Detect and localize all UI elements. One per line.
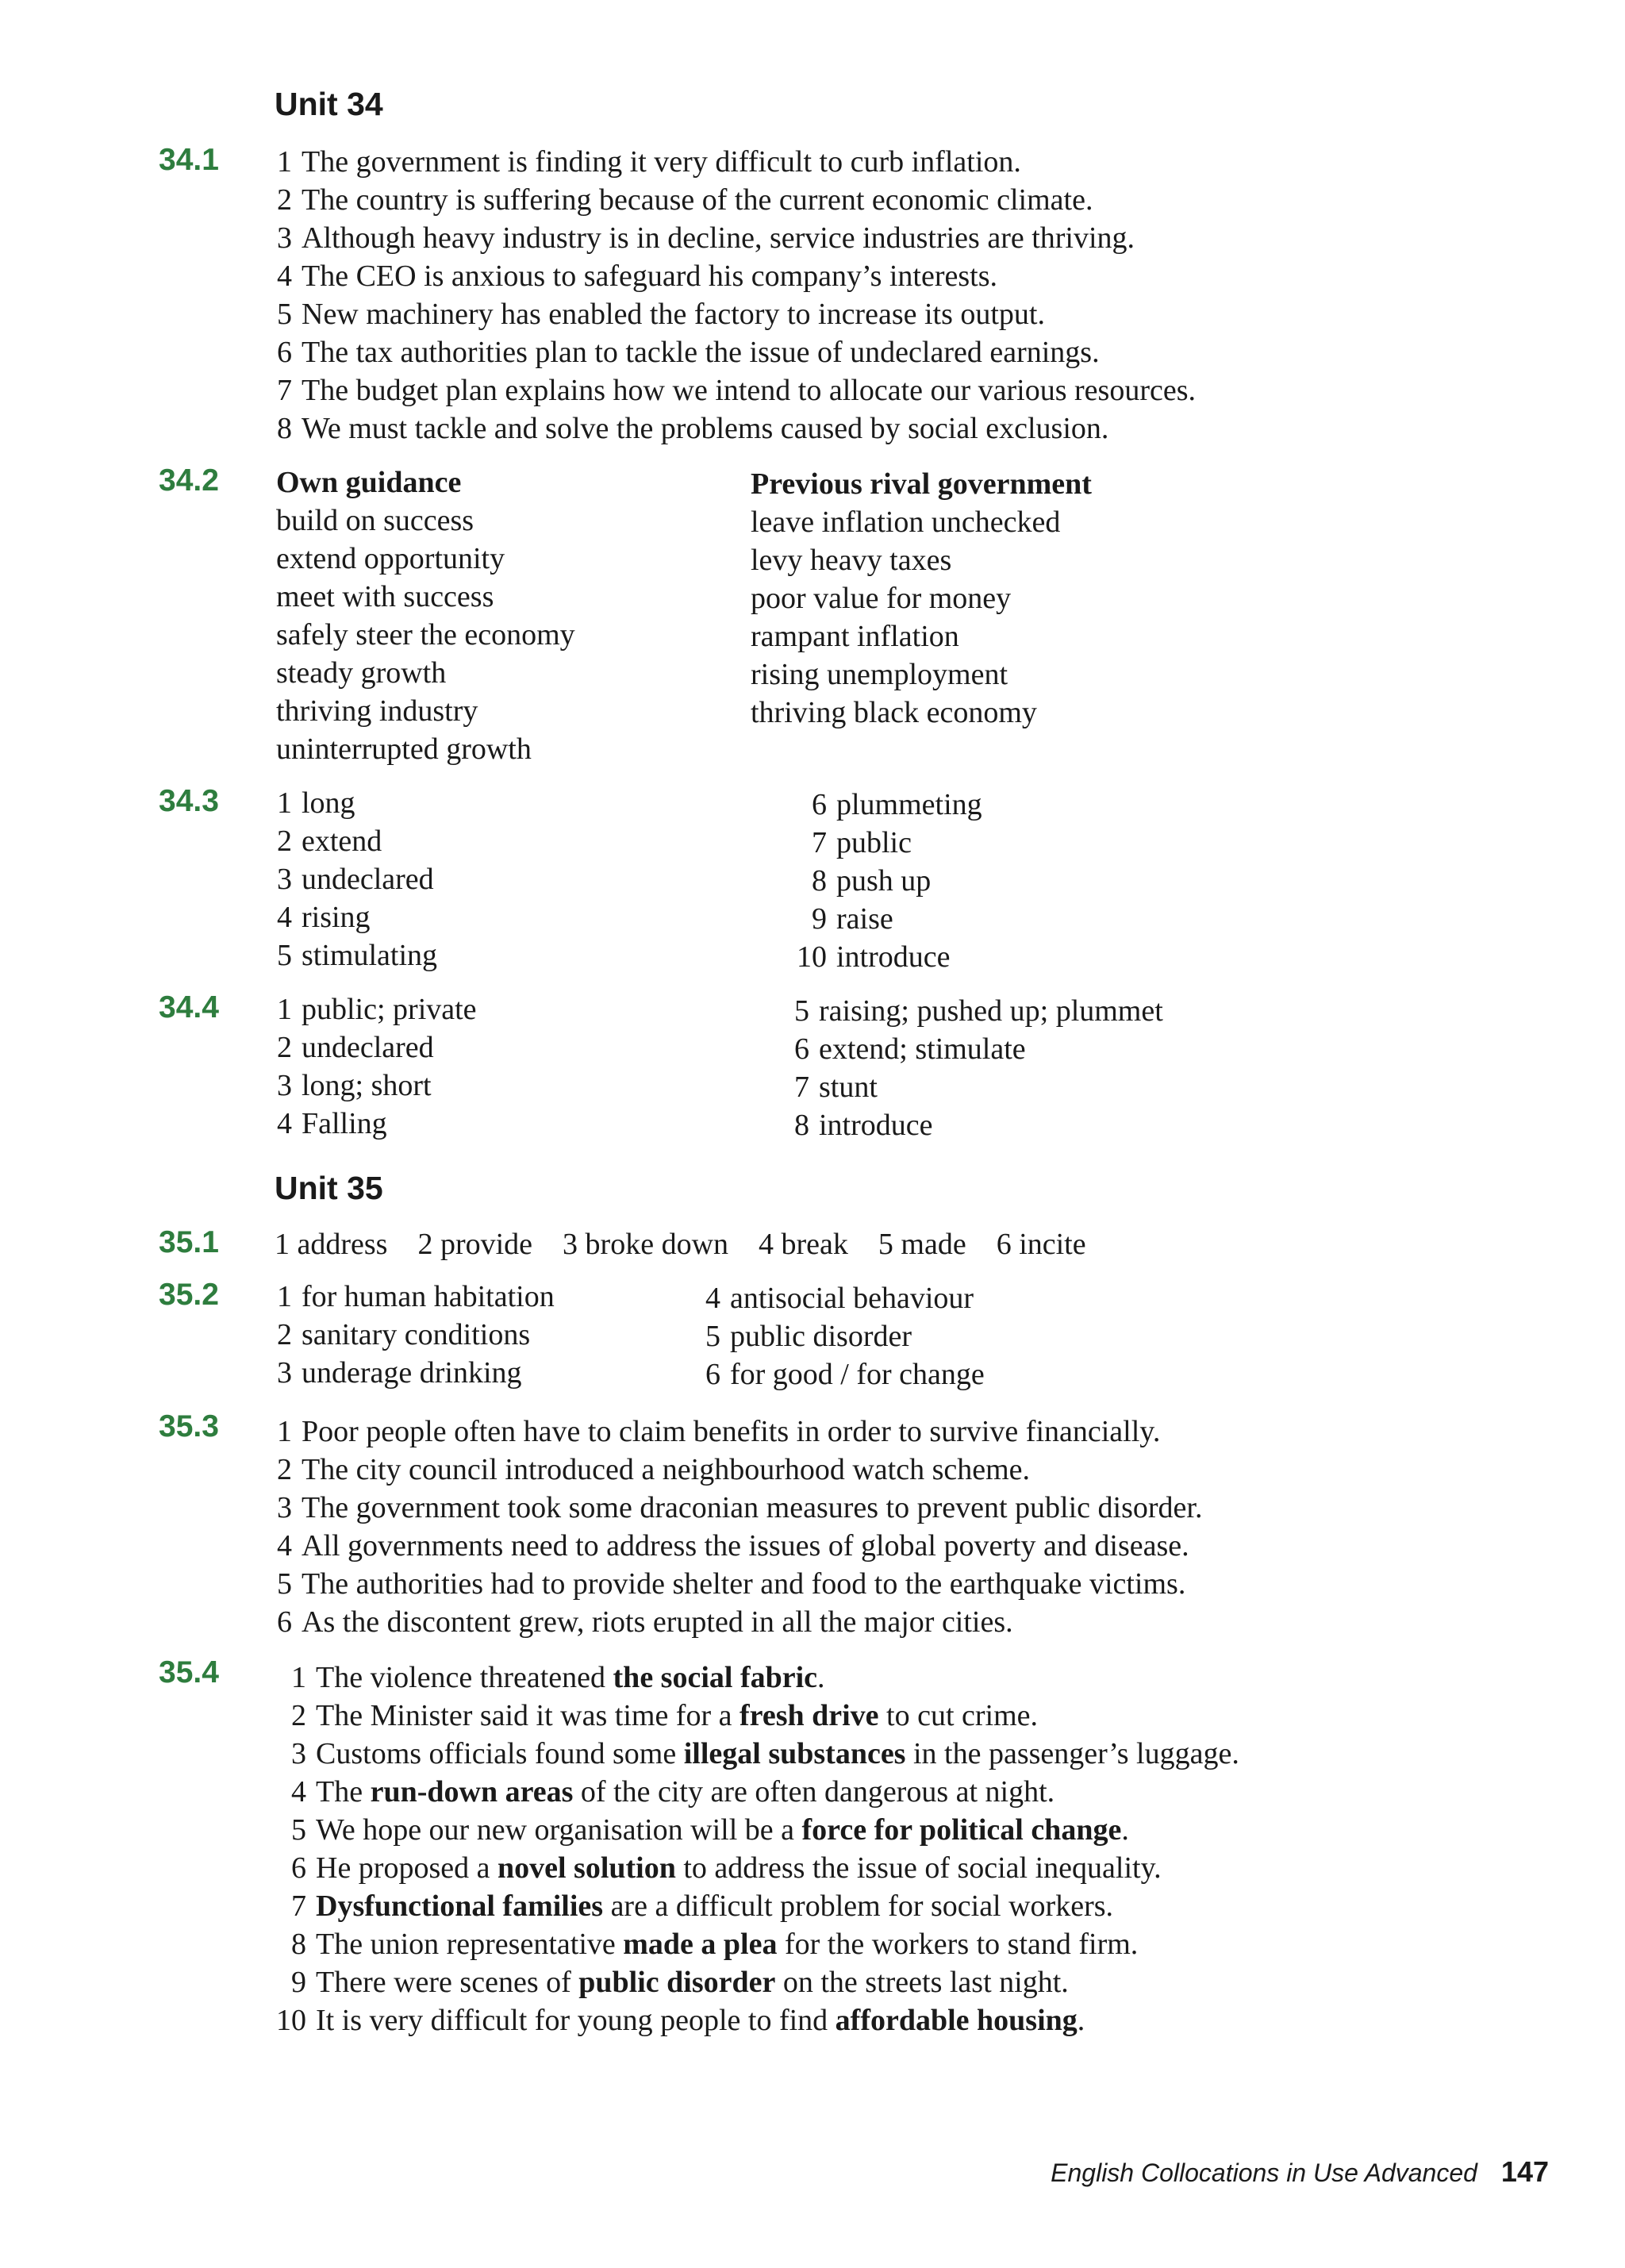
list-item: 6 extend; stimulate	[794, 1032, 1026, 1066]
list-item: 3 The government took some draconian measures to prevent public disorder.	[277, 1491, 1203, 1524]
list-item: 4 rising	[277, 901, 371, 934]
exercise-35-3-label: 35.3	[159, 1409, 219, 1443]
list-item: 5 New machinery has enabled the factory to increase its output.	[277, 298, 1045, 331]
exercise-35-1-list	[275, 1225, 1116, 1263]
list-item: 9 raise	[812, 902, 893, 936]
list-item: steady growth	[276, 656, 447, 690]
exercise-34-4-label: 34.4	[159, 990, 219, 1024]
list-item: thriving industry	[276, 694, 478, 728]
list-item: 6 incite	[996, 1228, 1086, 1261]
list-item: 1 The government is finding it very difficult to curb inflation.	[277, 145, 1021, 179]
list-item: 8 push up	[812, 864, 932, 898]
list-item: 5 We hope our new organisation will be a force for political change.	[291, 1813, 1129, 1847]
unit-35-title: Unit 35	[275, 1170, 383, 1206]
list-item: 8 introduce	[794, 1109, 933, 1142]
list-item: 4 Falling	[277, 1107, 387, 1140]
list-item: 1 public; private	[277, 993, 477, 1026]
list-item: build on success	[276, 504, 474, 537]
list-item: rampant inflation	[751, 620, 959, 653]
list-item: 4 All governments need to address the issues of global poverty and disease.	[277, 1529, 1189, 1563]
exercise-35-2-label: 35.2	[159, 1278, 219, 1312]
list-item: 4 The run-down areas of the city are often dangerous at night.	[291, 1775, 1055, 1809]
list-item: 5 public disorder	[705, 1320, 912, 1353]
list-item: 3 undeclared	[277, 863, 434, 896]
page-number: 147	[1500, 2155, 1549, 2188]
list-item: 2 undeclared	[277, 1031, 434, 1064]
list-item: 5 stimulating	[277, 939, 437, 972]
list-item: 1 Poor people often have to claim benefits in order to survive financially.	[277, 1415, 1161, 1448]
list-item: 3 broke down	[563, 1228, 729, 1261]
list-item: 1 long	[277, 786, 355, 820]
list-item: 10 introduce	[797, 940, 951, 974]
list-item: poor value for money	[751, 582, 1012, 615]
exercise-35-1-label: 35.1	[159, 1225, 219, 1259]
list-item: 6 As the discontent grew, riots erupted in all the major cities.	[277, 1605, 1013, 1639]
list-item: thriving black economy	[751, 696, 1037, 729]
column-header: Own guidance	[276, 466, 462, 499]
list-item: levy heavy taxes	[751, 544, 952, 577]
exercise-34-2-label: 34.2	[159, 463, 219, 498]
list-item: 8 The union representative made a plea for the workers to stand firm.	[291, 1928, 1139, 1961]
list-item: leave inflation unchecked	[751, 505, 1061, 539]
list-item: 6 for good / for change	[705, 1358, 985, 1391]
list-item: 3 underage drinking	[277, 1356, 522, 1390]
exercise-34-3-label: 34.3	[159, 784, 219, 818]
list-item: 9 There were scenes of public disorder on the streets last night.	[291, 1966, 1069, 1999]
exercise-34-1-label: 34.1	[159, 143, 219, 177]
list-item: 2 sanitary conditions	[277, 1318, 531, 1351]
list-item: 4 antisocial behaviour	[705, 1282, 974, 1315]
list-item: meet with success	[276, 580, 494, 613]
list-item: 7 Dysfunctional families are a difficult problem for social workers.	[291, 1889, 1114, 1923]
list-item: 2 The city council introduced a neighbourhood watch scheme.	[277, 1453, 1031, 1486]
list-item: 6 He proposed a novel solution to address the issue of social inequality.	[291, 1851, 1162, 1885]
page-footer	[1051, 2155, 1549, 2189]
list-item: 5 made	[878, 1228, 966, 1261]
unit-34-title: Unit 34	[275, 86, 383, 122]
list-item: uninterrupted growth	[276, 732, 532, 766]
list-item: 6 plummeting	[812, 788, 982, 821]
list-item: 4 break	[759, 1228, 848, 1261]
list-item: 5 raising; pushed up; plummet	[794, 994, 1163, 1028]
list-item: 1 The violence threatened the social fabric.	[291, 1661, 825, 1694]
list-item: 2 provide	[417, 1228, 533, 1261]
list-item: 5 The authorities had to provide shelter and food to the earthquake victims.	[277, 1567, 1186, 1601]
book-title: English Collocations in Use Advanced	[1051, 2158, 1477, 2187]
list-item: 1 for human habitation	[277, 1280, 555, 1313]
list-item: 7 public	[812, 826, 912, 859]
list-item: rising unemployment	[751, 658, 1008, 691]
list-item: safely steer the economy	[276, 618, 575, 652]
list-item: 3 Customs officials found some illegal substances in the passenger’s luggage.	[291, 1737, 1239, 1770]
list-item: 7 The budget plan explains how we intend to allocate our various resources.	[277, 374, 1196, 407]
list-item: 3 long; short	[277, 1069, 432, 1102]
list-item: 2 The Minister said it was time for a fresh drive to cut crime.	[291, 1699, 1039, 1732]
list-item: 8 We must tackle and solve the problems caused by social exclusion.	[277, 412, 1109, 445]
list-item: 3 Although heavy industry is in decline, service industries are thriving.	[277, 221, 1135, 255]
list-item: 2 extend	[277, 825, 382, 858]
list-item: 6 The tax authorities plan to tackle the issue of undeclared earnings.	[277, 336, 1100, 369]
list-item: 4 The CEO is anxious to safeguard his company’s interests.	[277, 259, 998, 293]
exercise-35-4-label: 35.4	[159, 1655, 219, 1689]
list-item: extend opportunity	[276, 542, 505, 575]
list-item: 7 stunt	[794, 1071, 878, 1104]
list-item: 10 It is very difficult for young people to find affordable housing.	[276, 2004, 1085, 2037]
list-item: 2 The country is suffering because of the current economic climate.	[277, 183, 1093, 217]
column-header: Previous rival government	[751, 467, 1092, 501]
list-item: 1 address	[275, 1228, 388, 1261]
